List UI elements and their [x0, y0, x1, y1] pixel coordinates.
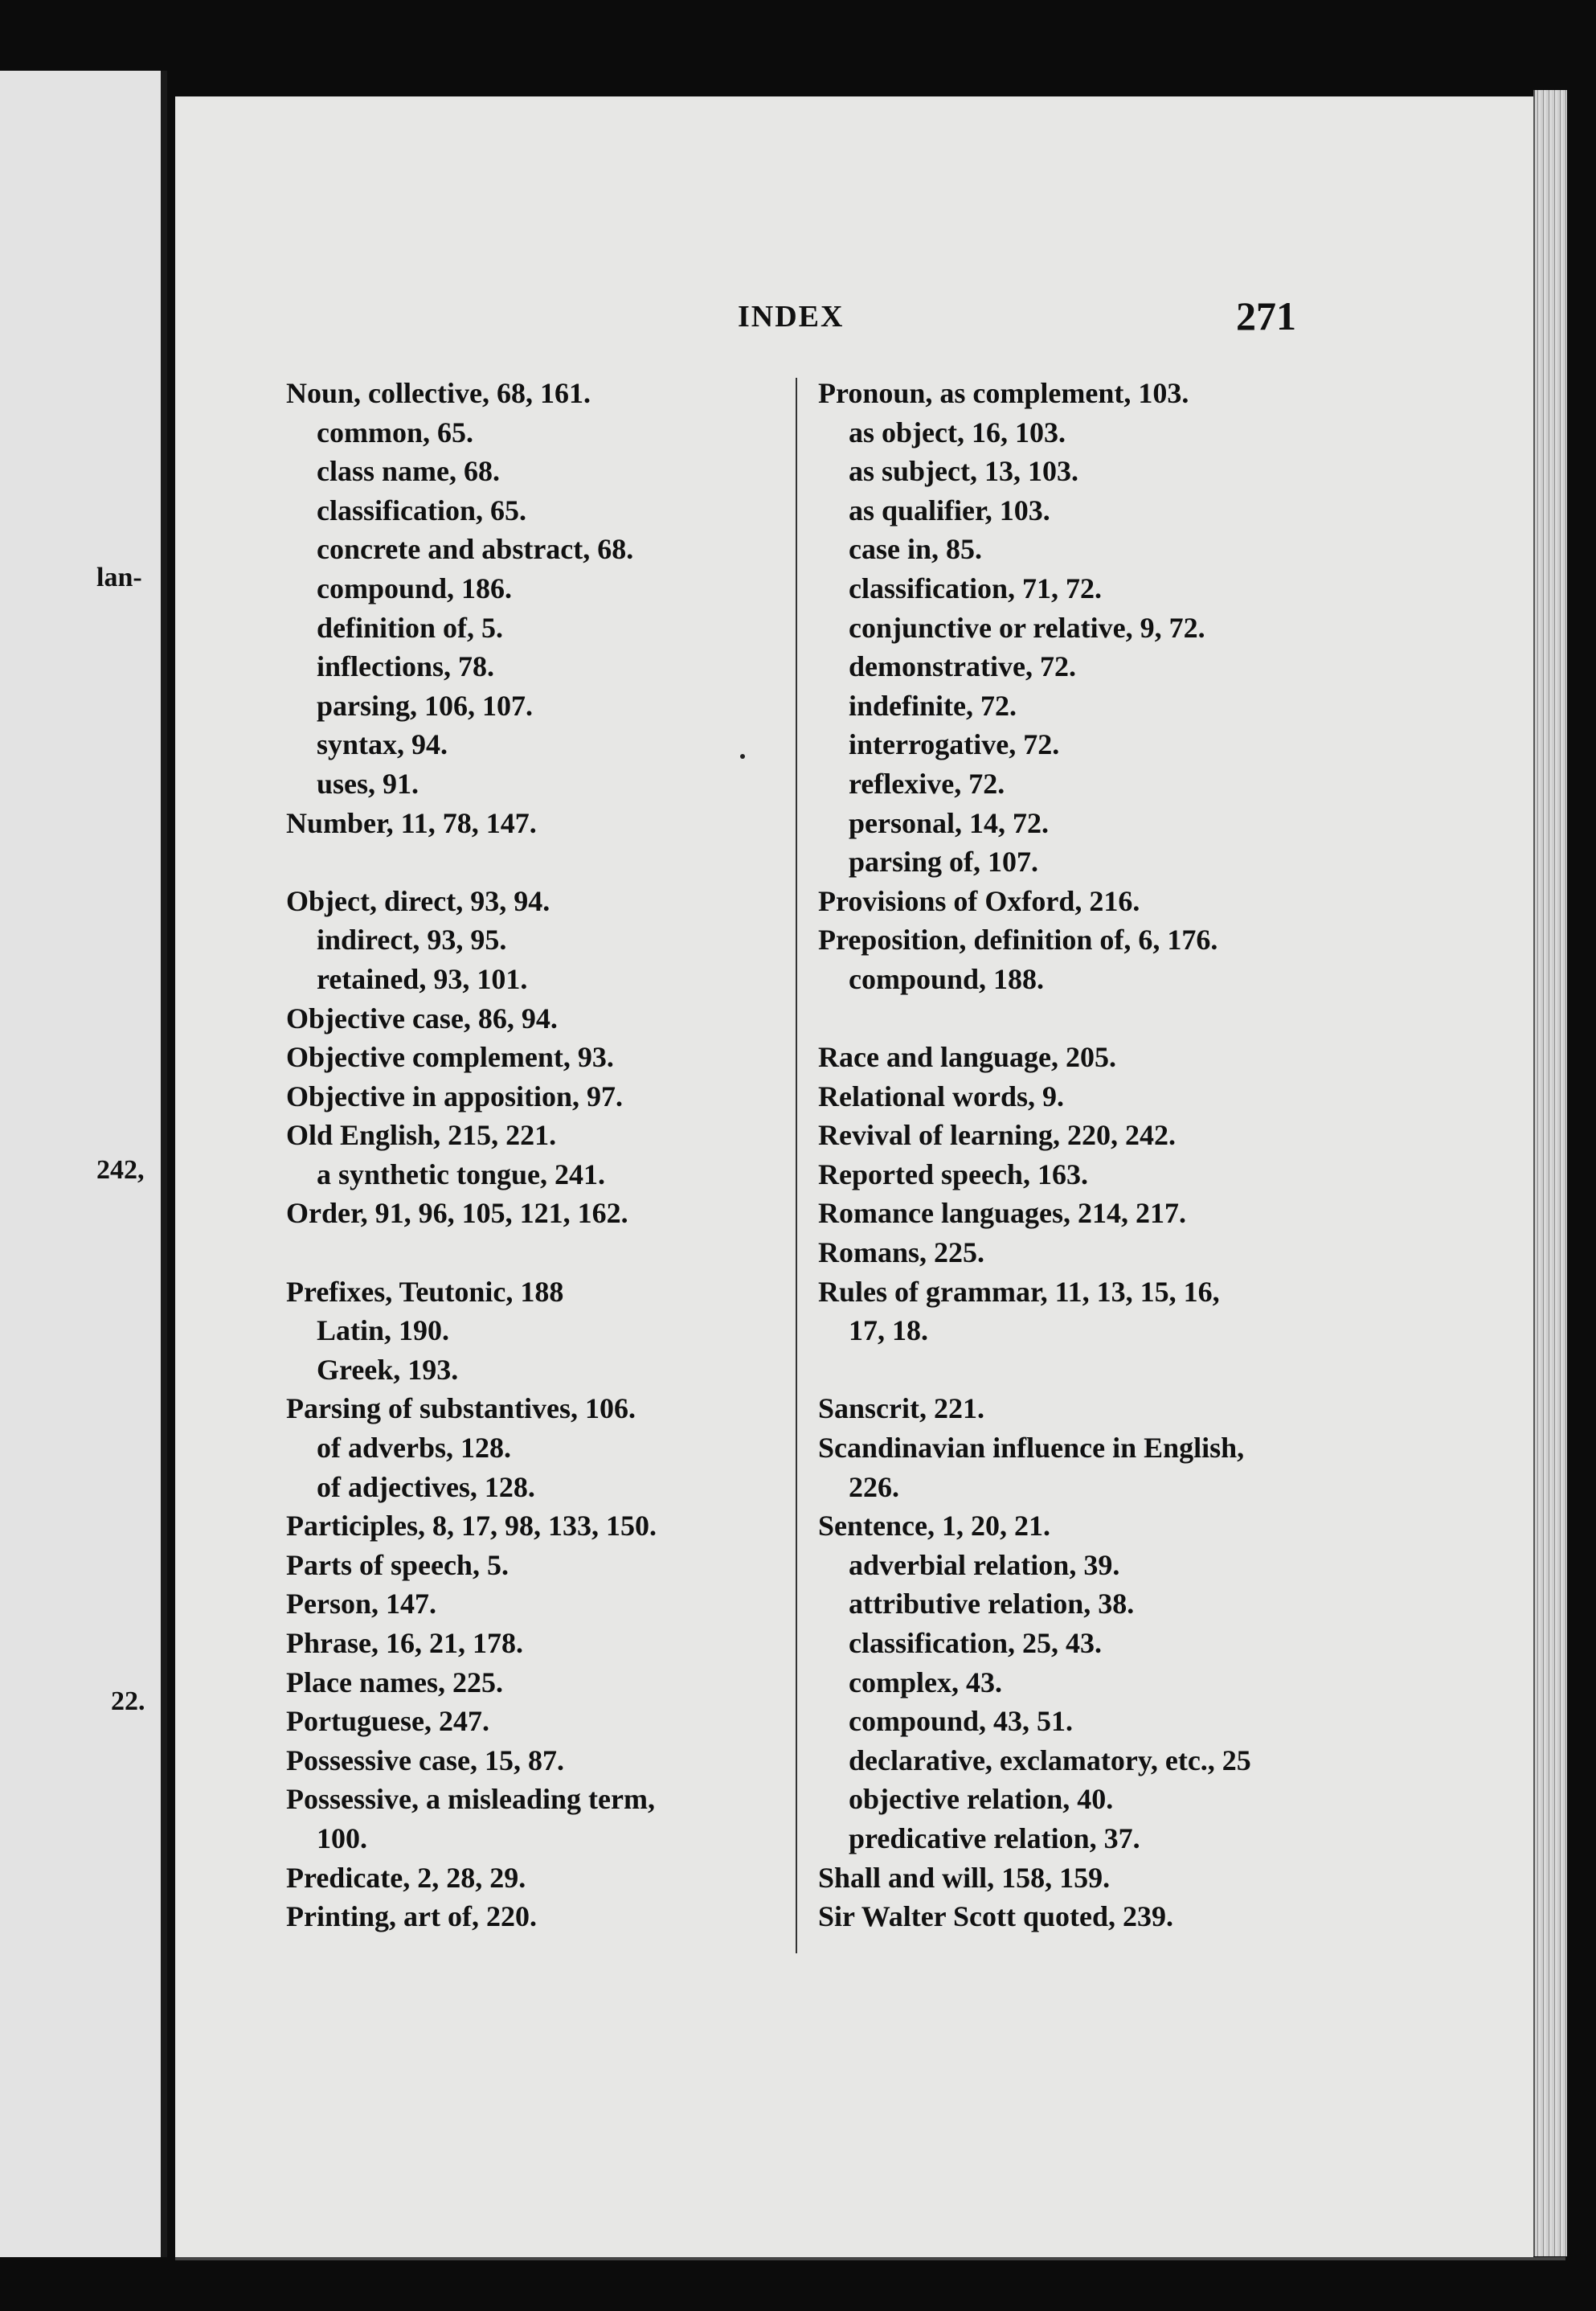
- index-entry: compound, 43, 51.: [849, 1705, 1074, 1738]
- index-entry: as subject, 13, 103.: [849, 455, 1078, 488]
- index-entry: parsing of, 107.: [849, 846, 1039, 879]
- index-entry: Portuguese, 247.: [286, 1705, 489, 1738]
- index-entry: conjunctive or relative, 9, 72.: [849, 611, 1205, 644]
- index-entry: uses, 91.: [317, 767, 419, 800]
- index-entry: personal, 14, 72.: [849, 806, 1050, 839]
- index-entry: definition of, 5.: [317, 611, 504, 644]
- index-entry: indefinite, 72.: [849, 689, 1017, 722]
- index-entry: of adjectives, 128.: [317, 1470, 535, 1503]
- blank-line: [286, 842, 776, 882]
- index-entry: case in, 85.: [849, 533, 982, 566]
- blank-line: [286, 1233, 776, 1272]
- index-entry: 100.: [317, 1821, 367, 1854]
- index-entry: syntax, 94.: [317, 728, 448, 761]
- index-entry: classification, 65.: [317, 494, 526, 527]
- index-entry: compound, 188.: [849, 962, 1045, 995]
- index-column-right: [818, 374, 1316, 1936]
- index-entry: classification, 71, 72.: [849, 572, 1102, 604]
- index-entry: class name, 68.: [317, 455, 500, 488]
- index-entry: as object, 16, 103.: [849, 416, 1066, 449]
- index-entry: Race and language, 205.: [818, 1041, 1117, 1074]
- index-entry: attributive relation, 38.: [849, 1588, 1135, 1621]
- index-entry: Pronoun, as complement, 103.: [818, 377, 1189, 409]
- index-entry: Romance languages, 214, 217.: [818, 1197, 1186, 1230]
- index-entry: Person, 147.: [286, 1588, 436, 1621]
- index-entry: demonstrative, 72.: [849, 650, 1076, 683]
- index-entry: Sir Walter Scott quoted, 239.: [818, 1900, 1174, 1933]
- index-entry: common, 65.: [317, 416, 473, 449]
- running-head-title: INDEX: [738, 300, 845, 334]
- index-entry: complex, 43.: [849, 1666, 1002, 1698]
- index-entry: Rules of grammar, 11, 13, 15, 16,: [818, 1275, 1220, 1308]
- index-entry: classification, 25, 43.: [849, 1627, 1102, 1659]
- index-entry: Objective case, 86, 94.: [286, 1002, 558, 1035]
- index-entry: Place names, 225.: [286, 1666, 503, 1698]
- column-divider: [796, 378, 797, 1953]
- index-entry: adverbial relation, 39.: [849, 1548, 1120, 1581]
- page-number: 271: [1236, 293, 1296, 338]
- index-entry: Object, direct, 93, 94.: [286, 884, 550, 917]
- index-entry: Parts of speech, 5.: [286, 1548, 509, 1581]
- index-entry: Phrase, 16, 21, 178.: [286, 1627, 523, 1659]
- index-entry: Relational words, 9.: [818, 1080, 1064, 1112]
- index-entry: Old English, 215, 221.: [286, 1119, 557, 1152]
- index-entry: Predicate, 2, 28, 29.: [286, 1861, 526, 1894]
- index-entry: Noun, collective, 68, 161.: [286, 377, 591, 409]
- index-entry: predicative relation, 37.: [849, 1821, 1140, 1854]
- index-entry: Sentence, 1, 20, 21.: [818, 1510, 1050, 1543]
- index-entry: Preposition, definition of, 6, 176.: [818, 924, 1218, 957]
- index-entry: reflexive, 72.: [849, 767, 1005, 800]
- index-entry: Possessive case, 15, 87.: [286, 1743, 564, 1776]
- index-entry: objective relation, 40.: [849, 1783, 1114, 1816]
- index-entry: a synthetic tongue, 241.: [317, 1158, 605, 1190]
- page-edge: [1533, 90, 1567, 2256]
- previous-page-text-fragment: lan-: [96, 563, 142, 592]
- index-entry: declarative, exclamatory, etc., 25: [849, 1743, 1251, 1776]
- index-entry: Printing, art of, 220.: [286, 1900, 537, 1933]
- previous-page-text-fragment: 242,: [96, 1155, 145, 1185]
- index-entry: Participles, 8, 17, 98, 133, 150.: [286, 1510, 657, 1543]
- index-entry: Prefixes, Teutonic, 188: [286, 1275, 564, 1308]
- index-entry: concrete and abstract, 68.: [317, 533, 634, 566]
- page-bottom-edge: [175, 2257, 1565, 2260]
- index-entry: Number, 11, 78, 147.: [286, 806, 537, 839]
- index-entry: Revival of learning, 220, 242.: [818, 1119, 1176, 1152]
- index-entry: as qualifier, 103.: [849, 494, 1050, 527]
- index-entry: interrogative, 72.: [849, 728, 1060, 761]
- blank-line: [818, 999, 1316, 1039]
- index-entry: Latin, 190.: [317, 1314, 450, 1347]
- index-entry: Reported speech, 163.: [818, 1158, 1088, 1190]
- index-entry: Sanscrit, 221.: [818, 1392, 984, 1425]
- index-entry: Provisions of Oxford, 216.: [818, 884, 1140, 917]
- index-column-left: [286, 374, 776, 1936]
- index-entry: Scandinavian influence in English,: [818, 1432, 1245, 1465]
- index-entry: Parsing of substantives, 106.: [286, 1392, 636, 1425]
- index-entry: 17, 18.: [849, 1314, 928, 1347]
- index-entry: of adverbs, 128.: [317, 1432, 511, 1465]
- index-entry: Possessive, a misleading term,: [286, 1783, 655, 1816]
- index-entry: Greek, 193.: [317, 1353, 459, 1386]
- index-entry: Objective complement, 93.: [286, 1041, 614, 1074]
- previous-page-text-fragment: 22.: [111, 1686, 145, 1716]
- blank-line: [818, 1350, 1316, 1390]
- index-entry: 226.: [849, 1470, 899, 1503]
- index-entry: parsing, 106, 107.: [317, 689, 534, 722]
- index-entry: Objective in apposition, 97.: [286, 1080, 624, 1112]
- index-entry: Shall and will, 158, 159.: [818, 1861, 1111, 1894]
- index-entry: indirect, 93, 95.: [317, 924, 507, 957]
- index-entry: retained, 93, 101.: [317, 962, 528, 995]
- index-entry: compound, 186.: [317, 572, 513, 604]
- index-entry: inflections, 78.: [317, 650, 494, 683]
- index-entry: Order, 91, 96, 105, 121, 162.: [286, 1197, 628, 1230]
- index-entry: Romans, 225.: [818, 1236, 985, 1269]
